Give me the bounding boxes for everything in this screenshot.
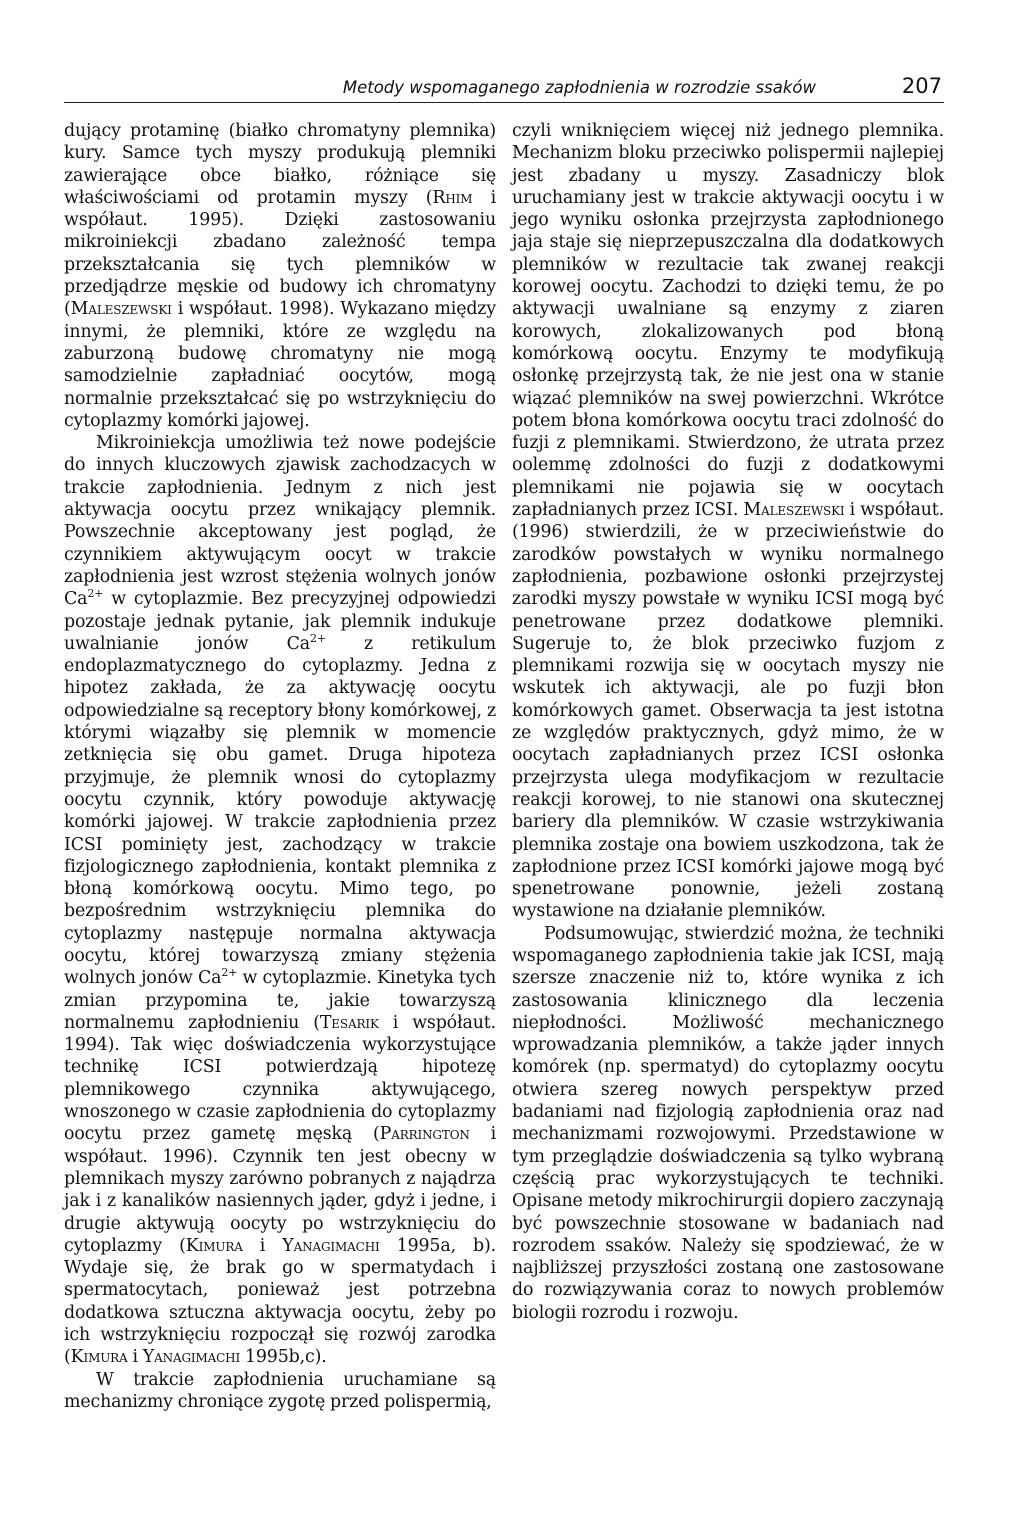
right-column bbox=[512, 120, 944, 1324]
left-column bbox=[64, 120, 496, 1413]
paragraph: dujący protaminę (białko chromatyny plemnika) kury. Samce tych myszy produkują plemniki zawierające obce białko, różniące się właściwościami od protamin myszy (Rhim i współaut. 1995). Dzięki zastosowaniu mikroiniekcji zbadano zależność tempa przekształcania się tych plemników w przedjądrze męskie od budowy ich chromatyny (Maleszewski i współaut. 1998). Wykazano między innymi, że plemniki, które ze względu na zaburzoną budowę chromatyny nie mogą samodzielnie zapładniać oocytów, mogą normalnie przekształcać się po wstrzyknięciu do cytoplazmy komórki jajowej. bbox=[64, 121, 496, 431]
running-header bbox=[64, 76, 944, 103]
page-number: 207 bbox=[901, 74, 942, 98]
running-title: Metody wspomaganego zapłodnienia w rozrodzie ssaków bbox=[342, 78, 816, 97]
paragraph: Podsumowując, stwierdzić można, że techniki wspomaganego zapłodnienia takie jak ICSI, mają szersze znaczenie niż to, które wynika z ich zastosowania klinicznego dla leczenia niepłodności. Możliwość mechanicznego wprowadzania plemników, a także jąder innych komórek (np. spermatyd) do cytoplazmy oocytu otwiera szereg nowych perspektyw przed badaniami nad fizjologią zapłodnienia oraz nad mechanizmami rozwojowymi. Przedstawione w tym przeglądzie doświadczenia są tylko wybraną częścią prac wykorzystujących te techniki. Opisane metody mikrochirurgii dopiero zaczynają być powszechnie stosowane w badaniach nad rozrodem ssaków. Należy się spodziewać, że w najbliższej przyszłości zostaną one zastosowane do rozwiązywania coraz to nowych problemów biologii rozrodu i rozwoju. bbox=[512, 923, 944, 1323]
paragraph: czyli wniknięciem więcej niż jednego plemnika. Mechanizm bloku przeciwko polispermii najlepiej jest zbadany u myszy. Zasadniczy blok uruchamiany jest w trakcie aktywacji oocytu i w jego wyniku osłonka przejrzysta zapłodnionego jaja staje się nieprzepuszczalna dla dodatkowych plemników w rezultacie tak zwanej reakcji korowej oocytu. Zachodzi to dzięki temu, że po aktywacji uwalniane są enzymy z ziaren korowych, zlokalizowanych pod błoną komórkową oocytu. Enzymy te modyfikują osłonkę przejrzystą tak, że nie jest ona w stanie wiązać plemników na swej powierzchni. Wkrótce potem błona komórkowa oocytu traci zdolność do fuzji z plemnikami. Stwierdzono, że utrata przez oolemmę zdolności do fuzji z dodatkowymi plemnikami nie pojawia się w oocytach zapładnianych przez ICSI. Maleszewski i współaut. (1996) stwierdzili, że w przeciwieństwie do zarodków powstałych w wyniku normalnego zapłodnienia, pozbawione osłonki przejrzystej zarodki myszy powstałe w wyniku ICSI mogą być penetrowane przez dodatkowe plemniki. Sugeruje to, że blok przeciwko fuzjom z plemnikami rozwija się w oocytach myszy nie wskutek ich aktywacji, ale po fuzji błon komórkowych gamet. Obserwacja ta jest istotna ze względów praktycznych, gdyż mimo, że w oocytach zapładnianych przez ICSI osłonka przejrzysta ulega modyfikacjom w rezultacie reakcji korowej, to nie stanowi ona skutecznej bariery dla plemników. W czasie wstrzykiwania plemnika zostaje ona bowiem uszkodzona, tak że zapłodnione przez ICSI komórki jajowe mogą być spenetrowane ponownie, jeżeli zostaną wystawione na działanie plemników. bbox=[512, 121, 944, 922]
paragraph: W trakcie zapłodnienia uruchamiane są mechanizmy chroniące zygotę przed polispermią, bbox=[64, 1369, 496, 1412]
paragraph: Mikroiniekcja umożliwia też nowe podejście do innych kluczowych zjawisk zachodzacych w trakcie zapłodnienia. Jednym z nich jest aktywacja oocytu przez wnikający plemnik. Powszechnie akceptowany jest pogląd, że czynnikiem aktywującym oocyt w trakcie zapłodnienia jest wzrost stężenia wolnych jonów $Ca^{2+}$ w cytoplazmie. Bez precyzyjnej odpowiedzi pozostaje jednak pytanie, jak plemnik indukuje uwalnianie jonów $Ca^{2+}$ z retikulum endoplazmatycznego do cytoplazmy. Jedna z hipotez zakłada, że za aktywację oocytu odpowiedzialne są receptory błony komórkowej, z którymi wiązałby się plemnik w momencie zetknięcia się obu gamet. Druga hipoteza przyjmuje, że plemnik wnosi do cytoplazmy oocytu czynnik, który powoduje aktywację komórki jajowej. W trakcie zapłodnienia przez ICSI pominięty jest, zachodzący w trakcie fizjologicznego zapłodnienia, kontakt plemnika z błoną komórkową oocytu. Mimo tego, po bezpośrednim wstrzyknięciu plemnika do cytoplazmy następuje normalna aktywacja oocytu, której towarzyszą zmiany stężenia wolnych jonów $Ca^{2+}$ w cytoplazmie. Kinetyka tych zmian przypomina te, jakie towarzyszą normalnemu zapłodnieniu (Tesarik i współaut. 1994). Tak więc doświadczenia wykorzystujące technikę ICSI potwierdzają hipotezę plemnikowego czynnika aktywującego, wnoszonego w czasie zapłodnienia do cytoplazmy oocytu przez gametę męską (Parrington i współaut. 1996). Czynnik ten jest obecny w plemnikach myszy zarówno pobranych z najądrza jak i z kanalików nasiennych jąder, gdyż i jedne, i drugie aktywują oocyty po wstrzyknięciu do cytoplazmy (Kimura i Yanagimachi 1995a, b). Wydaje się, że brak go w spermatydach i spermatocytach, ponieważ jest potrzebna dodatkowa sztuczna aktywacja oocytu, żeby po ich wstrzyknięciu rozpoczął się rozwój zarodka (Kimura i Yanagimachi 1995b,c). bbox=[64, 433, 497, 1368]
